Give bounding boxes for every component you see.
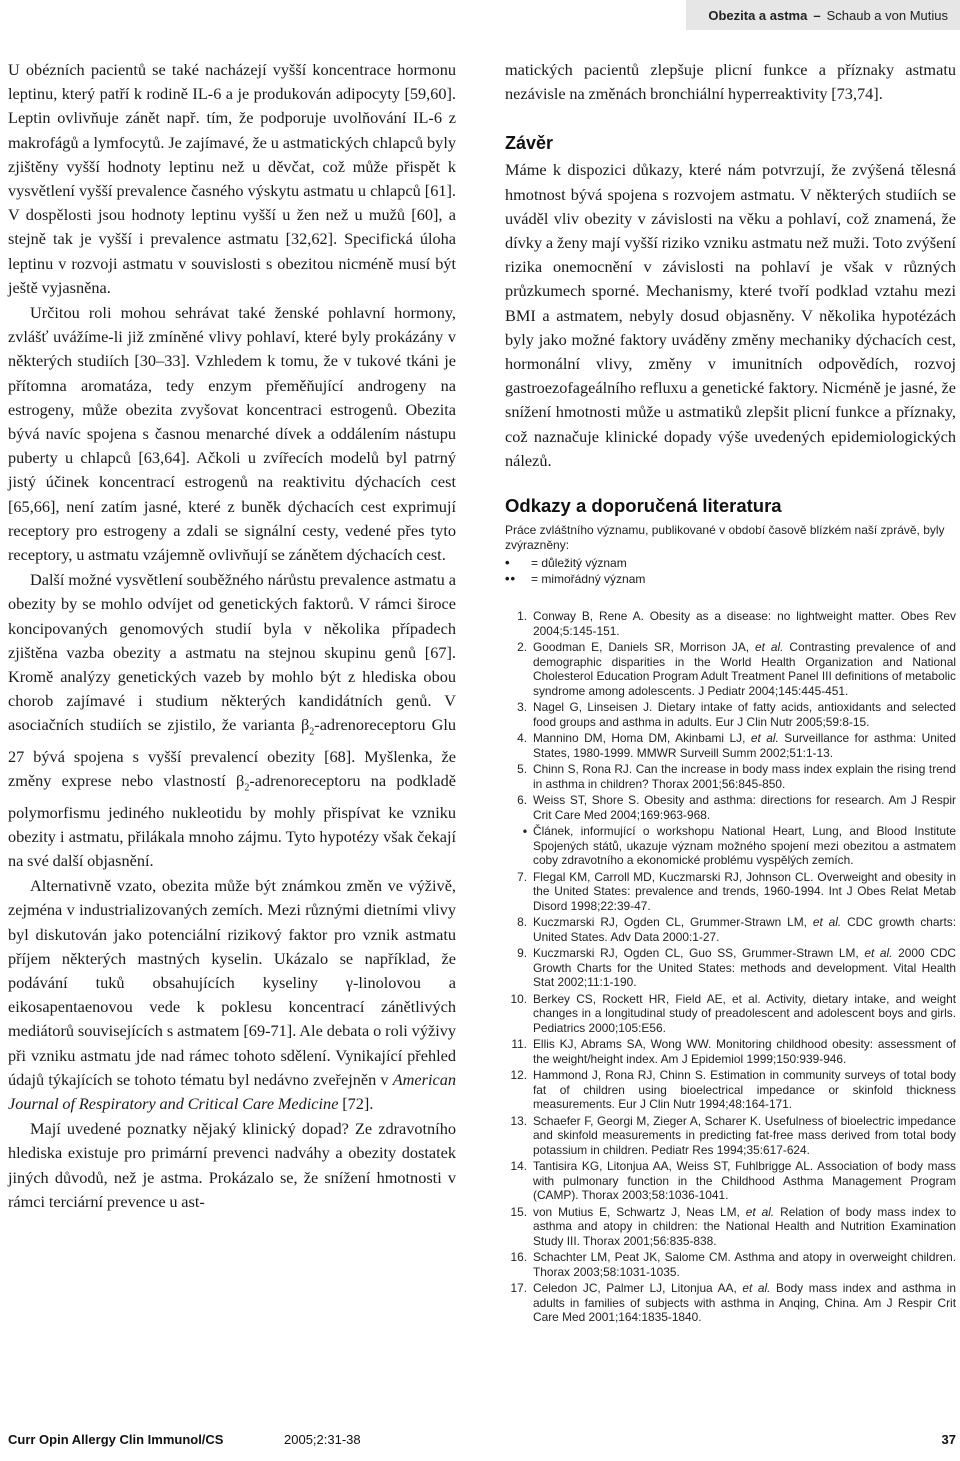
running-head-separator: – (813, 7, 821, 23)
reference-annotation (505, 824, 956, 868)
reference-text: Goodman E, Daniels SR, Morrison JA, et al. Contrasting prevalence of and demographic disparities in the World Health Organization and National Cholesterol Education Program Adult Treatment Panel III definitions of metabolic syndrome among adolescents. J Pediatr 2004;145:445-451. (533, 640, 957, 698)
reference-text: Nagel G, Linseisen J. Dietary intake of fatty acids, antioxidants and selected food groups and asthma in adults. Eur J Clin Nutr 2005;59:8-15. (533, 700, 956, 729)
reference-text: Schachter LM, Peat JK, Salome CM. Asthma and atopy in overweight children. Thorax 2003;58:1031-1035. (533, 1250, 956, 1279)
legend-row-exceptional: •• = mimořádný význam (505, 571, 646, 587)
paragraph-hormones: Určitou roli mohou sehrávat také ženské pohlavní hormony, zvlášť uvážíme-li již zmíněné vlivy pohlaví, které byly prokázány v některých studiích [30–33]. Vzhledem k tomu, že v tukové tkáni je přítomna aromatáza, tedy enzym přeměňující androgeny na estrogeny, může obezita zvyšovat koncentraci estrogenů. Obezita bývá navíc spojena s časnou menarché dívek a oddálením nástupu puberty u chlapců [63,64]. Ačkoli u zvířecích modelů byl patrný jistý účinek koncentrací estrogenů na reaktivitu dýchacích cest [65,66], není zatím jasné, které z buněk dýchacích cest exprimují receptory pro estrogeny a zdali se signální cesty, vedené přes tyto receptory, u astmatu vzájemně ovlivňují se zánětem dýchacích cest. (8, 303, 456, 565)
reference-text: Kuczmarski RJ, Ogden CL, Grummer-Strawn LM, et al. CDC growth charts: United States. Adv Data 2000:1-27. (533, 915, 957, 944)
reference-text: Weiss ST, Shore S. Obesity and asthma: directions for research. Am J Respir Crit Care Med 2004;169:963-968. (533, 793, 956, 822)
reference-text: Conway B, Rene A. Obesity as a disease: no lightweight matter. Obes Rev 2004;5:145-151. (533, 609, 956, 638)
reference-number: 15. (510, 1204, 527, 1219)
reference-number: 16. (510, 1250, 527, 1265)
reference-item (505, 700, 956, 729)
reference-text: Chinn S, Rona RJ. Can the increase in body mass index explain the rising trend in asthma in children? Thorax 2001;56:845-850. (533, 762, 956, 791)
legend-row-important: • = důležitý význam (505, 555, 627, 571)
reference-text: von Mutius E, Schwartz J, Neas LM, et al. Relation of body mass index to asthma and atopy in children: the National Health and Nutrition Examination Study III. Thorax 2001;56:835-838. (533, 1204, 957, 1248)
paragraph-clinical: Mají uvedené poznatky nějaký klinický dopad? Ze zdravotního hlediska existuje pro primární prevenci nadváhy a obezity dostatek jiných důvodů, než je astma. Prokázalo se, že snížení hmotnosti v rámci terciární prevence u ast- (8, 1119, 456, 1211)
footer-citation: 2005;2:31-38 (284, 1432, 361, 1447)
reference-text: Ellis KJ, Abrams SA, Wong WW. Monitoring childhood obesity: assessment of the weight/height index. Am J Epidemiol 1999;150:939-946. (533, 1037, 956, 1066)
paragraph-genetics: Další možné vysvětlení souběžného nárůstu prevalence astmatu a obezity by se mohlo odvíjet od genetických faktorů. V rámci široce koncipovaných genomových studií byla v několika případech zjištěna vazba obezity a astmatu na stejnou skupinu genů [67]. Kromě analýzy genetických vazeb by mohlo být z hlediska obou chorob zajímavé i studium některých kandidátních genů. V asociačních studiích se zjistilo, že varianta $\beta_2$-adrenoreceptoru Glu 27 bývá spojena s vyšší prevalencí obezity [68]. Myšlenka, že změny exprese nebo vlastností $\beta_2$-adrenoreceptoru na podkladě polymorfismu jediného nukleotidu by mohly přispívat ke vzniku obezity i astmatu, přilákala mnoho zájmu. Tyto hypotézy však čekají na své další objasnění. (8, 570, 456, 870)
reference-text: Berkey CS, Rockett HR, Field AE, et al. Activity, dietary intake, and weight changes in a longitudinal study of preadolescent and adolescent boys and girls. Pediatrics 2000;105:E56. (533, 991, 956, 1035)
reference-item (505, 762, 956, 791)
reference-number: 10. (510, 991, 527, 1006)
left-column (8, 58, 456, 1214)
reference-number: 9. (517, 946, 527, 961)
reference-item (505, 992, 956, 1036)
reference-item (505, 915, 956, 944)
journal-title: American Journal of Respiratory and Critical Care Medicine (8, 1069, 456, 1114)
reference-item (505, 1281, 956, 1325)
footer-journal: Curr Opin Allergy Clin Immunol/CS (8, 1432, 224, 1447)
reference-number: 5. (517, 762, 527, 777)
reference-number: 6. (517, 793, 527, 808)
reference-text: Kuczmarski RJ, Ogden CL, Guo SS, Grummer-Strawn LM, et al. 2000 CDC Growth Charts for the United States: methods and development. Vital Health Stat 2002;11:1-190. (533, 946, 957, 990)
reference-number: • (522, 824, 527, 839)
reference-number: 3. (517, 700, 527, 715)
paragraph-conclusion: Máme k dispozici důkazy, které nám potvrzují, že zvýšená tělesná hmotnost bývá spojena s rozvojem astmatu. V některých studiích se uváděl vliv obezity v závislosti na věku a pohlaví, což znamená, že dívky a ženy mají vyšší riziko vzniku astmatu než muži. Toto zvýšení rizika onemocnění v závislosti na pohlaví je však v různých průzkumech sporné. Mechanismy, které tvoří podklad vztahu mezi BMI a astmatem, nebyly dosud objasněny. V několika hypotézách byly jako možné faktory uváděny změny mechaniky dýchacích cest, hormonální vlivy, změny v imunitních odpovědích, rozvoj gastroezofageálního refluxu a genetické faktory. Nicméně je jasné, že snížení hmotnosti může u astmatiků zlepšit plicní funkce a příznaky, což naznačuje klinické dopady výše uvedených epidemiologických nálezů. (505, 160, 956, 470)
reference-number: 17. (510, 1281, 527, 1296)
section-heading-conclusion: Závěr (505, 133, 554, 154)
reference-item (505, 1114, 956, 1158)
reference-text: Tantisira KG, Litonjua AA, Weiss ST, Fuhlbrigge AL. Association of body mass with pulmonary function in the Childhood Asthma Management Program (CAMP). Thorax 2003;58:1036-1041. (533, 1159, 956, 1203)
reference-number: 13. (510, 1113, 527, 1128)
reference-item (505, 793, 956, 822)
running-head-authors: Schaub a von Mutius (826, 7, 948, 23)
reference-text: Flegal KM, Carroll MD, Kuczmarski RJ, Johnson CL. Overweight and obesity in the United States: prevalence and trends, 1960-1994. Int J Obes Relat Metab Disord 1998;22:39-47. (533, 869, 956, 913)
running-head-title: Obezita a astma (708, 7, 808, 23)
reference-item (505, 1037, 956, 1066)
reference-text: Článek, informující o workshopu National Heart, Lung, and Blood Institute Spojených států, ukazuje význam možného spojení mezi obezitou a astmatem coby zdravotního a ekonomické problému vyspělých zemích. (533, 824, 956, 868)
paragraph-continuation: matických pacientů zlepšuje plicní funkce a příznaky astmatu nezávisle na změnách bronchiální hyperreaktivity [73,74]. (505, 60, 956, 104)
references-legend (505, 555, 956, 587)
reference-list (505, 609, 956, 1325)
page-footer (8, 1432, 956, 1452)
bullet-icon: • (505, 555, 511, 571)
reference-item (505, 870, 956, 914)
reference-item (505, 1159, 956, 1203)
reference-item (505, 731, 956, 760)
reference-item (505, 1068, 956, 1112)
references-intro: Práce zvláštního významu, publikované v období časově blízkém naší zprávě, byly zvýrazněny: (505, 523, 945, 553)
reference-item (505, 946, 956, 990)
reference-item (505, 640, 956, 698)
reference-number: 2. (517, 640, 527, 655)
reference-number: 11. (511, 1037, 527, 1052)
reference-number: 12. (510, 1068, 527, 1083)
paragraph-leptin: U obézních pacientů se také nacházejí vyšší koncentrace hormonu leptinu, který patří k rodině IL-6 a je produkován adipocyty [59,60]. Leptin ovlivňuje zánět např. tím, že podporuje uvolňování IL-6 z makrofágů a lymfocytů. Je zajímavé, že u astmatických chlapců byly zjištěny vyšší hodnoty leptinu než u děvčat, což může přispět k vysvětlení vyšší prevalence časného výskytu astmatu u chlapců [61]. V dospělosti jsou hodnoty leptinu vyšší u žen než u mužů [60], a stejně tak je vyšší i prevalence astmatu [32,62]. Specifická úloha leptinu v rozvoji astmatu v souvislosti s obezitou nicméně musí být ještě vyjasněna. (8, 60, 456, 297)
running-head (686, 0, 960, 30)
reference-item (505, 609, 956, 638)
reference-number: 1. (517, 609, 527, 624)
reference-number: 7. (517, 869, 527, 884)
page-number: 37 (941, 1432, 956, 1447)
reference-number: 8. (517, 915, 527, 930)
reference-text: Hammond J, Rona RJ, Chinn S. Estimation in community surveys of total body fat of children using bioelectrical impedance or skinfold thickness measurements. Eur J Clin Nutr 1994;48:164-171. (533, 1068, 956, 1112)
section-heading-references: Odkazy a doporučená literatura (505, 495, 782, 517)
reference-text: Schaefer F, Georgi M, Zieger A, Scharer K. Usefulness of bioelectric impedance and skinfold measurements in predicting fat-free mass derived from total body potassium in children. Pediatr Res 1994;35:617-624. (533, 1113, 956, 1157)
reference-text: Celedon JC, Palmer LJ, Litonjua AA, et al. Body mass index and asthma in adults in families of subjects with asthma in Anqing, China. Am J Respir Crit Care Med 2001;164:1835-1840. (533, 1281, 956, 1325)
reference-number: 4. (517, 731, 527, 746)
reference-number: 14. (510, 1159, 527, 1174)
paragraph-nutrition: Alternativně vzato, obezita může být známkou změn ve výživě, zejména v industrializovaných zemích. Mezi různými dietními vlivy byl diskutován jako potenciální rizikový faktor pro vznik astmatu příjem některých mastných kyselin. Ukázalo se například, že podávání tuků obsahujících kyseliny γ-linolovou a eikosapentaenovou vede k poklesu koncentrací zánětlivých mediátorů souvisejících s astmatem [69-71]. Ale debata o roli výživy při vzniku astmatu jde nad rámec tohoto sdělení. Vynikající přehled údajů týkajících se tohoto tématu byl nedávno zveřejněn v American Journal of Respiratory and Critical Care Medicine [72]. (8, 876, 456, 1114)
reference-item (505, 1205, 956, 1249)
reference-item (505, 1250, 956, 1279)
double-bullet-icon: •• (505, 571, 517, 587)
right-column (505, 58, 956, 1327)
reference-text: Mannino DM, Homa DM, Akinbami LJ, et al. Surveillance for asthma: United States, 1980-1999. MMWR Surveill Summ 2002;51:1-13. (533, 731, 957, 760)
